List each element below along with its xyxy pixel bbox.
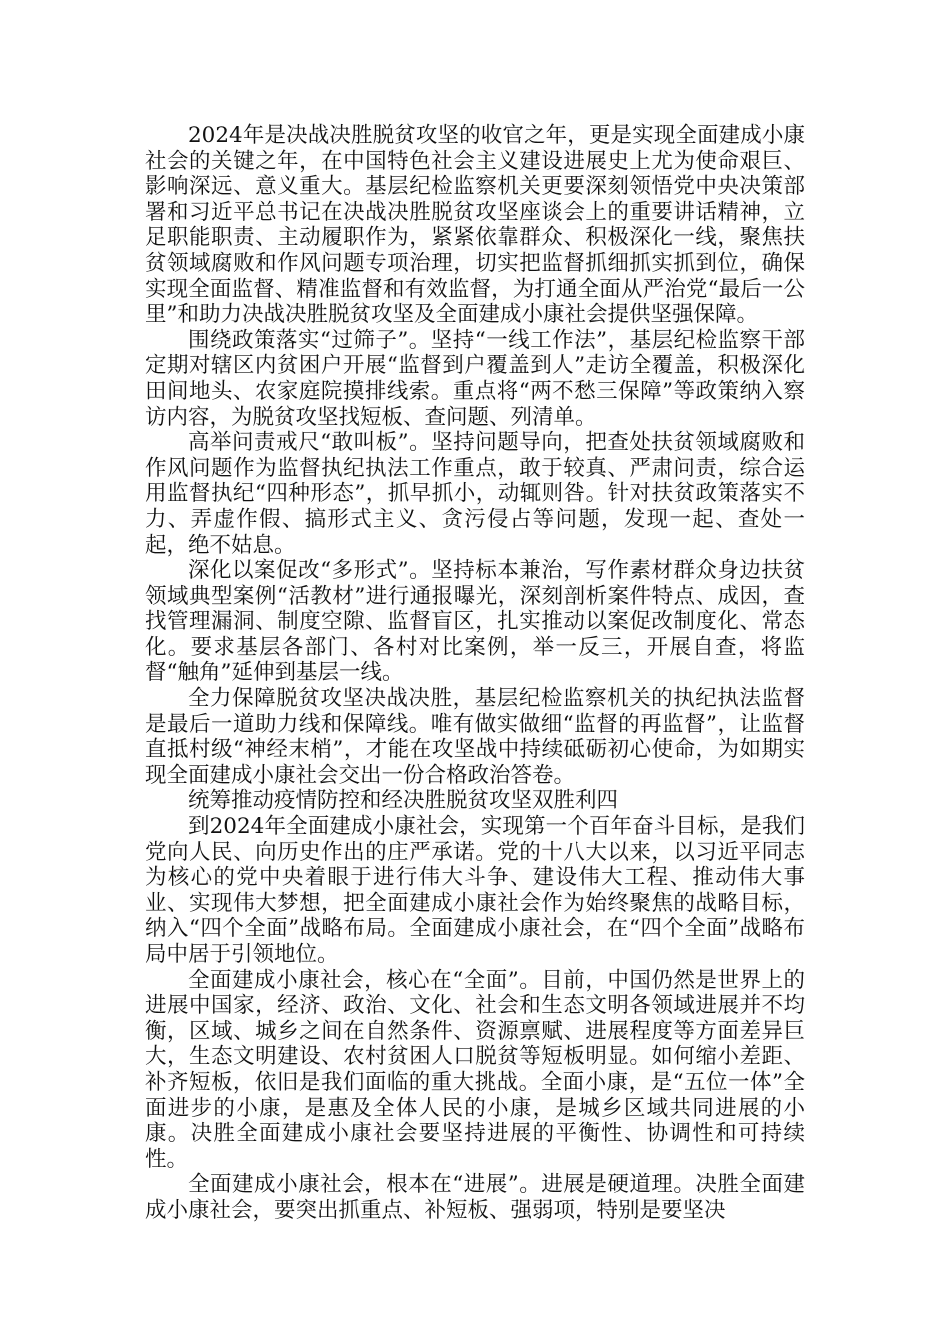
paragraph-guarantee: 全力保障脱贫攻坚决战决胜，基层纪检监察机关的执纪执法监督是最后一道助力线和保障线。唯有做实做细“监督的再监督”，让监督直抵村级“神经末梢”，才能在攻坚战中持续砥砺初心使命，为如期实现全面建成小康社会交出一份合格政治答卷。	[145, 686, 805, 788]
paragraph-case-reform: 深化以案促改“多形式”。坚持标本兼治，写作素材群众身边扶贫领域典型案例“活教材”进行通报曝光，深刻剖析案件特点、成因，查找管理漏洞、制度空隙、监督盲区，扎实推动以案促改制度化、常态化。要求基层各部门、各村对比案例，举一反三，开展自查，将监督“触角”延伸到基层一线。	[145, 558, 805, 686]
paragraph-intro: 2024年是决战决胜脱贫攻坚的收官之年，更是实现全面建成小康社会的关键之年，在中国特色社会主义建设进展史上尤为使命艰巨、影响深远、意义重大。基层纪检监察机关更要深刻领悟党中央决策部署和习近平总书记在决战决胜脱贫攻坚座谈会上的重要讲话精神，立足职能职责、主动履职作为，紧紧依靠群众、积极深化一线，聚焦扶贫领域腐败和作风问题专项治理，切实把监督抓细抓实抓到位，确保实现全面监督、精准监督和有效监督，为打通全面从严治党“最后一公里”和助力决战决胜脱贫攻坚及全面建成小康社会提供坚强保障。	[145, 123, 805, 328]
paragraph-accountability: 高举问责戒尺“敢叫板”。坚持问题导向，把查处扶贫领域腐败和作风问题作为监督执纪执法工作重点，敢于较真、严肃问责，综合运用监督执纪“四种形态”，抓早抓小，动辄则咎。针对扶贫政策落实不力、弄虚作假、搞形式主义、贪污侵占等问题，发现一起、查处一起，绝不姑息。	[145, 430, 805, 558]
section-heading: 统筹推动疫情防控和经决胜脱贫攻坚双胜利四	[188, 788, 619, 814]
paragraph-policy: 围绕政策落实“过筛子”。坚持“一线工作法”，基层纪检监察干部定期对辖区内贫困户开展“监督到户覆盖到人”走访全覆盖，积极深化田间地头、农家庭院摸排线索。重点将“两不愁三保障”等政策纳入察访内容，为脱贫攻坚找短板、查问题、列清单。	[145, 327, 805, 430]
document-page	[145, 123, 805, 1224]
paragraph-xiaokang-goal: 到2024年全面建成小康社会，实现第一个百年奋斗目标，是我们党向人民、向历史作出的庄严承诺。党的十八大以来，以习近平同志为核心的党中央着眼于进行伟大斗争、建设伟大工程、推动伟大事业、实现伟大梦想，把全面建成小康社会作为始终聚焦的战略目标，纳入“四个全面”战略布局。全面建成小康社会，在“四个全面”战略布局中居于引领地位。	[145, 814, 805, 967]
paragraph-development: 全面建成小康社会，根本在“进展”。进展是硬道理。决胜全面建成小康社会，要突出抓重点、补短板、强弱项，特别是要坚决	[145, 1172, 805, 1223]
paragraph-comprehensive: 全面建成小康社会，核心在“全面”。目前，中国仍然是世界上的进展中国家，经济、政治、文化、社会和生态文明各领域进展并不均衡，区域、城乡之间在自然条件、资源禀赋、进展程度等方面差异巨大，生态文明建设、农村贫困人口脱贫等短板明显。如何缩小差距、补齐短板，依旧是我们面临的重大挑战。全面小康，是“五位一体”全面进步的小康，是惠及全体人民的小康，是城乡区域共同进展的小康。决胜全面建成小康社会要坚持进展的平衡性、协调性和可持续性。	[145, 967, 805, 1172]
